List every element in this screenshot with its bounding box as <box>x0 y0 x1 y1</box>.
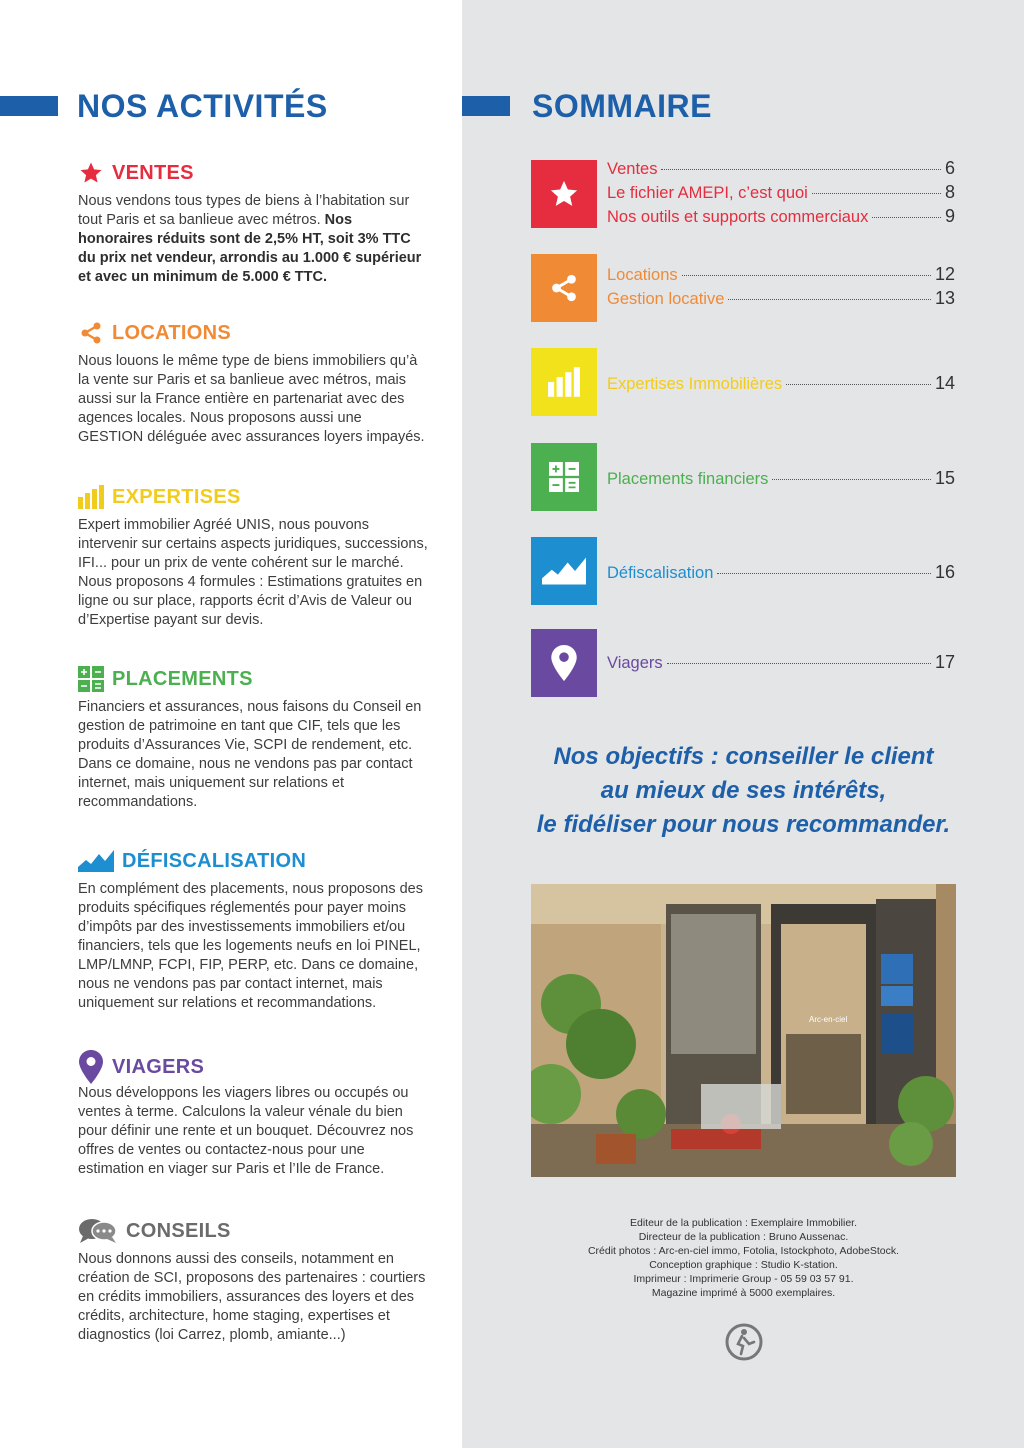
section-text: Financiers et assurances, nous faisons du Conseil en gestion de patrimoine en tant que CIF, tels que les produits d’Assurances Vie, SCPI de rendement, etc. Dans ce domaine, nous ne vendons pas par contact internet, mais uniquement sur relations et recommandations. <box>78 699 422 810</box>
toc-entry[interactable] <box>607 158 955 182</box>
credit-line: Crédit photos : Arc-en-ciel immo, Fotolia, Istockphoto, AdobeStock. <box>587 1245 900 1257</box>
credit-line: Editeur de la publication : Exemplaire Immobilier. <box>629 1217 858 1229</box>
star-icon <box>78 160 104 186</box>
section-title: CONSEILS <box>126 1219 231 1242</box>
toc-entry-label: Placements financiers <box>607 470 769 488</box>
credit-line: Magazine imprimé à 5000 exemplaires. <box>651 1287 836 1299</box>
toc-viagers-location-pin-icon <box>531 629 597 697</box>
section-viagers <box>78 1050 428 1179</box>
toc-entry-label: Expertises Immobilières <box>607 375 783 393</box>
section-defiscalisation <box>78 848 428 1013</box>
toc-entry[interactable] <box>607 468 955 492</box>
dot-leader <box>872 217 941 218</box>
quote-line: le fidéliser pour nous recommander. <box>536 811 951 838</box>
toc-entry[interactable] <box>607 206 955 230</box>
calculator-icon <box>78 666 104 692</box>
credit-line: Conception graphique : Studio K-station. <box>649 1259 838 1271</box>
section-ventes <box>78 160 428 287</box>
location-pin-icon <box>78 1050 104 1084</box>
toc-entry[interactable] <box>607 264 955 288</box>
section-text: Nous vendons tous types de biens à l’habitation sur tout Paris et sa banlieue avec métros. <box>78 193 410 228</box>
title-accent-bar <box>462 96 510 116</box>
toc-entry[interactable] <box>607 288 955 312</box>
toc-entry-label: Ventes <box>607 160 658 178</box>
objectives-quote <box>531 740 956 842</box>
bar-chart-icon <box>78 484 104 510</box>
section-title: DÉFISCALISATION <box>122 849 307 872</box>
activities-column <box>0 0 462 1448</box>
dot-leader <box>682 275 931 276</box>
section-text: Nous louons le même type de biens immobiliers qu’à la vente sur Paris et sa banlieue avec métros, mais aussi sur la France entière en partenariat avec des agences locales. Nous proposons aussi une GESTION déléguée avec assurances loyers impayés. <box>78 353 425 445</box>
toc-entry-label: Défiscalisation <box>607 564 714 582</box>
toc-entry[interactable] <box>607 373 955 397</box>
toc-entry-page: 6 <box>944 158 955 178</box>
section-locations <box>78 320 428 447</box>
dot-leader <box>786 384 931 385</box>
share-icon <box>78 320 104 346</box>
title-accent-bar <box>0 96 58 116</box>
area-chart-icon <box>78 848 114 874</box>
summary-title: SOMMAIRE <box>532 88 712 124</box>
toc-entry-page: 8 <box>944 182 955 202</box>
section-text: Nous développons les viagers libres ou occupés ou ventes à terme. Calculons la valeur vénale du bien pour définir une rente et un bouquet. Découvrez nos offres de ventes ou contactez-nous pour une estimation en viager sur Paris et l’Ile de France. <box>78 1085 414 1177</box>
toc-entry-page: 12 <box>934 264 955 284</box>
toc-expertises-bar-chart-icon <box>531 348 597 416</box>
credit-line: Directeur de la publication : Bruno Aussenac. <box>638 1231 849 1243</box>
section-title: VENTES <box>112 161 194 184</box>
section-conseils <box>78 1218 428 1345</box>
toc-entry-page: 9 <box>944 206 955 226</box>
recycling-logo-icon <box>724 1322 764 1362</box>
toc-entry[interactable] <box>607 562 955 586</box>
toc-placements-calculator-icon <box>531 443 597 511</box>
storefront-sign: Arc-en-ciel <box>809 1015 848 1024</box>
toc-entry-page: 16 <box>934 562 955 582</box>
dot-leader <box>661 169 941 170</box>
toc-entry[interactable] <box>607 182 955 206</box>
toc-entry[interactable] <box>607 652 955 676</box>
toc-defiscalisation-area-chart-icon <box>531 537 597 605</box>
section-text: Expert immobilier Agréé UNIS, nous pouvons intervenir sur certains aspects juridiques, successions, IFI... pour un prix de vente cohérent sur le marché. Nous proposons 4 formules : Estimations gratuites en ligne ou sur place, rapports écrit d’Avis de Valeur ou d’Expertise payant sur devis. <box>78 517 428 628</box>
section-text: Nous donnons aussi des conseils, notamment en création de SCI, proposons des partenaires : courtiers en crédits immobiliers, assurances des loyers et des crédits, architecture, home staging, expertises et diagnostics (loi Carrez, plomb, amiante...) <box>78 1251 426 1343</box>
publication-credits <box>531 1216 956 1300</box>
dot-leader <box>717 573 931 574</box>
section-title: LOCATIONS <box>112 321 231 344</box>
section-placements <box>78 666 428 812</box>
toc-entry-page: 17 <box>934 652 955 672</box>
section-title: PLACEMENTS <box>112 667 253 690</box>
section-text: En complément des placements, nous proposons des produits spécifiques réglementés pour payer moins d’impôts par des investissements immobiliers et/ou financiers, tels que les logements neufs en loi PINEL, LMP/LMNP, FCPI, FIP, PERP, etc. Dans ce domaine, nous ne vendons pas par contact internet, mais uniquement sur relations et recommandations. <box>78 881 423 1011</box>
toc-entry-label: Locations <box>607 266 678 284</box>
quote-line: au mieux de ses intérêts, <box>600 777 887 804</box>
toc-entry-page: 13 <box>934 288 955 308</box>
toc-entry-page: 14 <box>934 373 955 393</box>
toc-ventes-star-icon <box>531 160 597 228</box>
activities-title: NOS ACTIVITÉS <box>77 88 328 124</box>
toc-entry-label: Gestion locative <box>607 290 725 308</box>
section-title: VIAGERS <box>112 1055 205 1078</box>
dot-leader <box>667 663 931 664</box>
section-text-bold: Nos honoraires réduits sont de 2,5% HT, soit 3% TTC du prix net vendeur, arrondis au 1.000 € supérieur et avec un minimum de 5.000 € TTC. <box>78 212 422 285</box>
quote-line: Nos objectifs : conseiller le client <box>553 743 934 770</box>
toc-entry-label: Le fichier AMEPI, c’est quoi <box>607 184 808 202</box>
toc-locations-share-icon <box>531 254 597 322</box>
agency-storefront-photo <box>531 884 956 1177</box>
section-title: EXPERTISES <box>112 485 241 508</box>
dot-leader <box>728 299 931 300</box>
section-expertises <box>78 484 428 630</box>
toc-entry-label: Nos outils et supports commerciaux <box>607 208 869 226</box>
toc-entry-label: Viagers <box>607 654 663 672</box>
dot-leader <box>772 479 931 480</box>
credit-line: Imprimeur : Imprimerie Group - 05 59 03 57 91. <box>633 1273 854 1285</box>
toc-entry-page: 15 <box>934 468 955 488</box>
dot-leader <box>812 193 941 194</box>
chat-bubbles-icon <box>78 1218 118 1244</box>
